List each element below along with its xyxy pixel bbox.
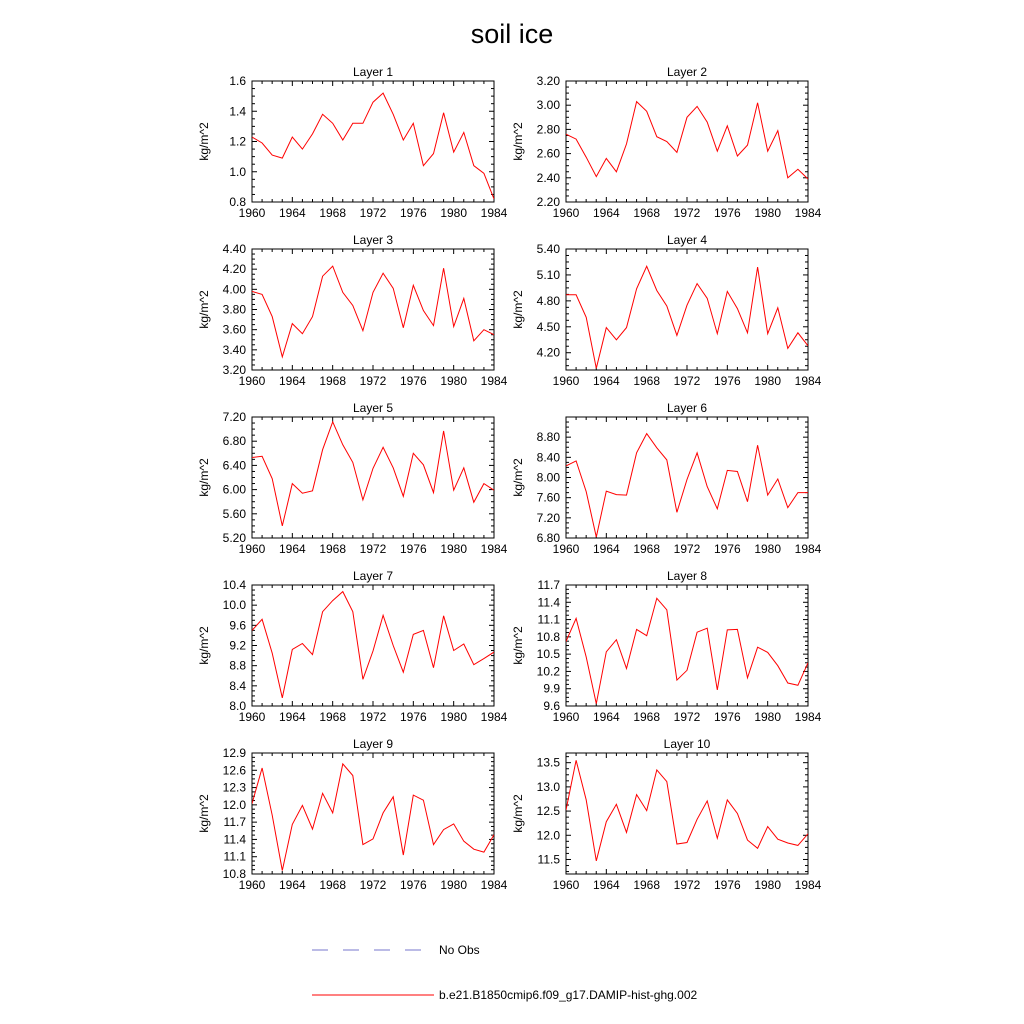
- panel-title: Layer 10: [663, 737, 711, 751]
- x-tick-label: 1960: [552, 710, 580, 724]
- y-tick-label: 4.20: [536, 345, 560, 360]
- y-axis-label: kg/m^2: [197, 458, 211, 497]
- x-tick-label: 1980: [754, 374, 782, 388]
- y-tick-label: 11.4: [537, 595, 560, 610]
- x-tick-label: 1984: [794, 542, 822, 556]
- y-tick-label: 9.6: [543, 699, 560, 713]
- y-tick-label: 7.20: [536, 510, 560, 525]
- y-tick-label: 11.1: [223, 849, 246, 864]
- y-tick-label: 11.4: [223, 832, 246, 847]
- x-tick-label: 1984: [480, 878, 508, 892]
- x-tick-label: 1968: [319, 710, 347, 724]
- legend-item: [312, 943, 480, 957]
- x-tick-label: 1964: [592, 710, 620, 724]
- panels: [197, 65, 822, 892]
- panel-layer-2: [511, 65, 822, 220]
- y-tick-label: 3.60: [222, 322, 246, 337]
- y-axis-label: kg/m^2: [197, 290, 211, 329]
- y-axis-label: kg/m^2: [511, 290, 525, 329]
- x-tick-label: 1984: [480, 206, 508, 220]
- x-tick-label: 1980: [440, 878, 468, 892]
- plot-frame: [252, 753, 494, 874]
- legend-item: [312, 988, 697, 1002]
- y-tick-label: 10.5: [536, 647, 560, 662]
- y-tick-label: 8.4: [229, 678, 246, 693]
- plot-frame: [252, 417, 494, 538]
- series-line: [252, 422, 494, 526]
- x-tick-label: 1960: [238, 206, 266, 220]
- x-tick-label: 1980: [754, 542, 782, 556]
- y-tick-label: 4.40: [222, 242, 246, 256]
- x-tick-label: 1960: [552, 878, 580, 892]
- y-tick-label: 4.00: [222, 282, 246, 297]
- panel-title: Layer 3: [352, 233, 394, 247]
- x-tick-label: 1984: [480, 710, 508, 724]
- plot-frame: [252, 81, 494, 202]
- series-line: [252, 93, 494, 199]
- y-axis-label: kg/m^2: [197, 626, 211, 665]
- x-tick-label: 1964: [592, 206, 620, 220]
- plot-frame: [566, 585, 808, 706]
- y-tick-label: 2.60: [536, 146, 560, 161]
- panel-layer-9: [197, 737, 508, 892]
- legend-label: No Obs: [439, 943, 480, 957]
- y-tick-label: 3.80: [222, 302, 246, 317]
- series-line: [252, 592, 494, 698]
- panel-title: Layer 8: [666, 569, 708, 583]
- y-tick-label: 13.0: [536, 779, 560, 794]
- x-tick-label: 1976: [713, 542, 741, 556]
- y-tick-label: 10.4: [222, 578, 246, 592]
- x-tick-label: 1968: [633, 206, 661, 220]
- series-line: [252, 764, 494, 871]
- y-axis-label: kg/m^2: [511, 122, 525, 161]
- x-tick-label: 1972: [673, 542, 701, 556]
- y-tick-label: 10.8: [536, 629, 560, 644]
- y-tick-label: 11.5: [537, 852, 560, 867]
- x-tick-label: 1976: [399, 374, 427, 388]
- y-tick-label: 3.20: [536, 74, 560, 88]
- panel-title: Layer 7: [352, 569, 394, 583]
- x-tick-label: 1972: [673, 374, 701, 388]
- y-tick-label: 10.0: [222, 598, 246, 613]
- y-tick-label: 4.80: [536, 293, 560, 308]
- x-tick-label: 1976: [713, 374, 741, 388]
- figure-title: soil ice: [470, 19, 554, 49]
- y-tick-label: 3.00: [536, 98, 560, 113]
- y-axis-label: kg/m^2: [511, 626, 525, 665]
- y-tick-label: 7.60: [536, 490, 560, 505]
- x-tick-label: 1976: [713, 710, 741, 724]
- y-tick-label: 6.40: [222, 458, 246, 473]
- y-tick-label: 1.0: [229, 164, 246, 179]
- y-tick-label: 8.0: [229, 699, 246, 713]
- panel-layer-1: [197, 65, 508, 220]
- x-tick-label: 1976: [713, 206, 741, 220]
- series-line: [566, 598, 808, 703]
- x-tick-label: 1980: [440, 542, 468, 556]
- x-tick-label: 1964: [278, 374, 306, 388]
- y-tick-label: 5.20: [222, 531, 246, 545]
- y-tick-label: 4.20: [222, 262, 246, 277]
- y-tick-label: 3.20: [222, 363, 246, 377]
- y-tick-label: 1.6: [229, 74, 246, 88]
- x-tick-label: 1968: [633, 878, 661, 892]
- y-tick-label: 12.0: [222, 797, 246, 812]
- x-tick-label: 1984: [794, 374, 822, 388]
- y-tick-label: 12.3: [222, 780, 246, 795]
- x-tick-label: 1980: [754, 206, 782, 220]
- x-tick-label: 1972: [359, 710, 387, 724]
- y-tick-label: 11.7: [223, 815, 246, 830]
- y-tick-label: 11.1: [537, 612, 560, 627]
- x-tick-label: 1972: [673, 710, 701, 724]
- panel-title: Layer 1: [352, 65, 394, 79]
- x-tick-label: 1960: [238, 542, 266, 556]
- x-tick-label: 1960: [238, 374, 266, 388]
- y-tick-label: 1.2: [229, 134, 246, 149]
- y-tick-label: 10.8: [222, 867, 246, 881]
- x-tick-label: 1964: [278, 542, 306, 556]
- x-tick-label: 1964: [592, 542, 620, 556]
- y-tick-label: 1.4: [229, 104, 246, 119]
- x-tick-label: 1964: [278, 206, 306, 220]
- y-tick-label: 0.8: [229, 195, 246, 209]
- x-tick-label: 1984: [480, 542, 508, 556]
- y-tick-label: 12.6: [222, 763, 246, 778]
- x-tick-label: 1968: [633, 542, 661, 556]
- y-tick-label: 2.80: [536, 122, 560, 137]
- panel-title: Layer 6: [666, 401, 708, 415]
- series-line: [566, 102, 808, 179]
- x-tick-label: 1960: [238, 710, 266, 724]
- panel-layer-4: [511, 233, 822, 388]
- y-tick-label: 13.5: [536, 755, 560, 770]
- x-tick-label: 1976: [713, 878, 741, 892]
- x-tick-label: 1964: [278, 878, 306, 892]
- y-axis-label: kg/m^2: [511, 794, 525, 833]
- plot-frame: [252, 585, 494, 706]
- x-tick-label: 1972: [673, 206, 701, 220]
- x-tick-label: 1968: [319, 206, 347, 220]
- y-tick-label: 8.40: [536, 450, 560, 465]
- x-tick-label: 1972: [673, 878, 701, 892]
- panel-title: Layer 2: [666, 65, 708, 79]
- panel-title: Layer 4: [666, 233, 708, 247]
- y-tick-label: 2.20: [536, 195, 560, 209]
- x-tick-label: 1968: [633, 710, 661, 724]
- x-tick-label: 1968: [319, 878, 347, 892]
- x-tick-label: 1980: [440, 374, 468, 388]
- y-tick-label: 8.80: [536, 430, 560, 445]
- x-tick-label: 1968: [633, 374, 661, 388]
- x-tick-label: 1972: [359, 206, 387, 220]
- x-tick-label: 1964: [278, 710, 306, 724]
- x-tick-label: 1972: [359, 878, 387, 892]
- x-tick-label: 1964: [592, 878, 620, 892]
- y-tick-label: 4.50: [536, 319, 560, 334]
- y-tick-label: 9.9: [543, 681, 560, 696]
- x-tick-label: 1960: [238, 878, 266, 892]
- series-line: [566, 434, 808, 537]
- y-tick-label: 8.8: [229, 658, 246, 673]
- x-tick-label: 1980: [754, 878, 782, 892]
- plot-frame: [566, 753, 808, 874]
- panel-title: Layer 5: [352, 401, 394, 415]
- panel-layer-6: [511, 401, 822, 556]
- y-tick-label: 6.00: [222, 482, 246, 497]
- x-tick-label: 1984: [480, 374, 508, 388]
- y-tick-label: 5.60: [222, 506, 246, 521]
- y-axis-label: kg/m^2: [511, 458, 525, 497]
- x-tick-label: 1972: [359, 374, 387, 388]
- panel-layer-5: [197, 401, 508, 556]
- x-tick-label: 1980: [754, 710, 782, 724]
- y-axis-label: kg/m^2: [197, 122, 211, 161]
- plot-frame: [566, 417, 808, 538]
- x-tick-label: 1976: [399, 206, 427, 220]
- y-tick-label: 11.7: [537, 578, 560, 592]
- legend: [312, 943, 697, 1002]
- y-tick-label: 9.6: [229, 618, 246, 633]
- y-axis-label: kg/m^2: [197, 794, 211, 833]
- y-tick-label: 8.00: [536, 470, 560, 485]
- panel-layer-7: [197, 569, 508, 724]
- x-tick-label: 1960: [552, 374, 580, 388]
- y-tick-label: 6.80: [536, 531, 560, 545]
- legend-label: b.e21.B1850cmip6.f09_g17.DAMIP-hist-ghg.002: [439, 988, 698, 1002]
- y-tick-label: 5.40: [536, 242, 560, 256]
- panel-title: Layer 9: [352, 737, 394, 751]
- x-tick-label: 1976: [399, 542, 427, 556]
- x-tick-label: 1960: [552, 206, 580, 220]
- y-tick-label: 12.0: [536, 828, 560, 843]
- plot-frame: [252, 249, 494, 370]
- x-tick-label: 1984: [794, 206, 822, 220]
- y-tick-label: 9.2: [229, 638, 246, 653]
- x-tick-label: 1984: [794, 710, 822, 724]
- x-tick-label: 1980: [440, 710, 468, 724]
- x-tick-label: 1972: [359, 542, 387, 556]
- series-line: [252, 266, 494, 357]
- x-tick-label: 1968: [319, 374, 347, 388]
- plot-frame: [566, 249, 808, 370]
- y-tick-label: 2.40: [536, 170, 560, 185]
- y-tick-label: 5.10: [536, 267, 560, 282]
- panel-layer-10: [511, 737, 822, 892]
- y-tick-label: 7.20: [222, 410, 246, 424]
- plot-frame: [566, 81, 808, 202]
- y-tick-label: 3.40: [222, 342, 246, 357]
- series-line: [566, 760, 808, 861]
- y-tick-label: 10.2: [536, 664, 560, 679]
- x-tick-label: 1960: [552, 542, 580, 556]
- x-tick-label: 1976: [399, 878, 427, 892]
- panel-layer-8: [511, 569, 822, 724]
- y-tick-label: 12.9: [222, 746, 246, 760]
- x-tick-label: 1980: [440, 206, 468, 220]
- panel-layer-3: [197, 233, 508, 388]
- y-tick-label: 6.80: [222, 434, 246, 449]
- y-tick-label: 12.5: [536, 804, 560, 819]
- x-tick-label: 1984: [794, 878, 822, 892]
- x-tick-label: 1976: [399, 710, 427, 724]
- x-tick-label: 1964: [592, 374, 620, 388]
- x-tick-label: 1968: [319, 542, 347, 556]
- series-line: [566, 266, 808, 368]
